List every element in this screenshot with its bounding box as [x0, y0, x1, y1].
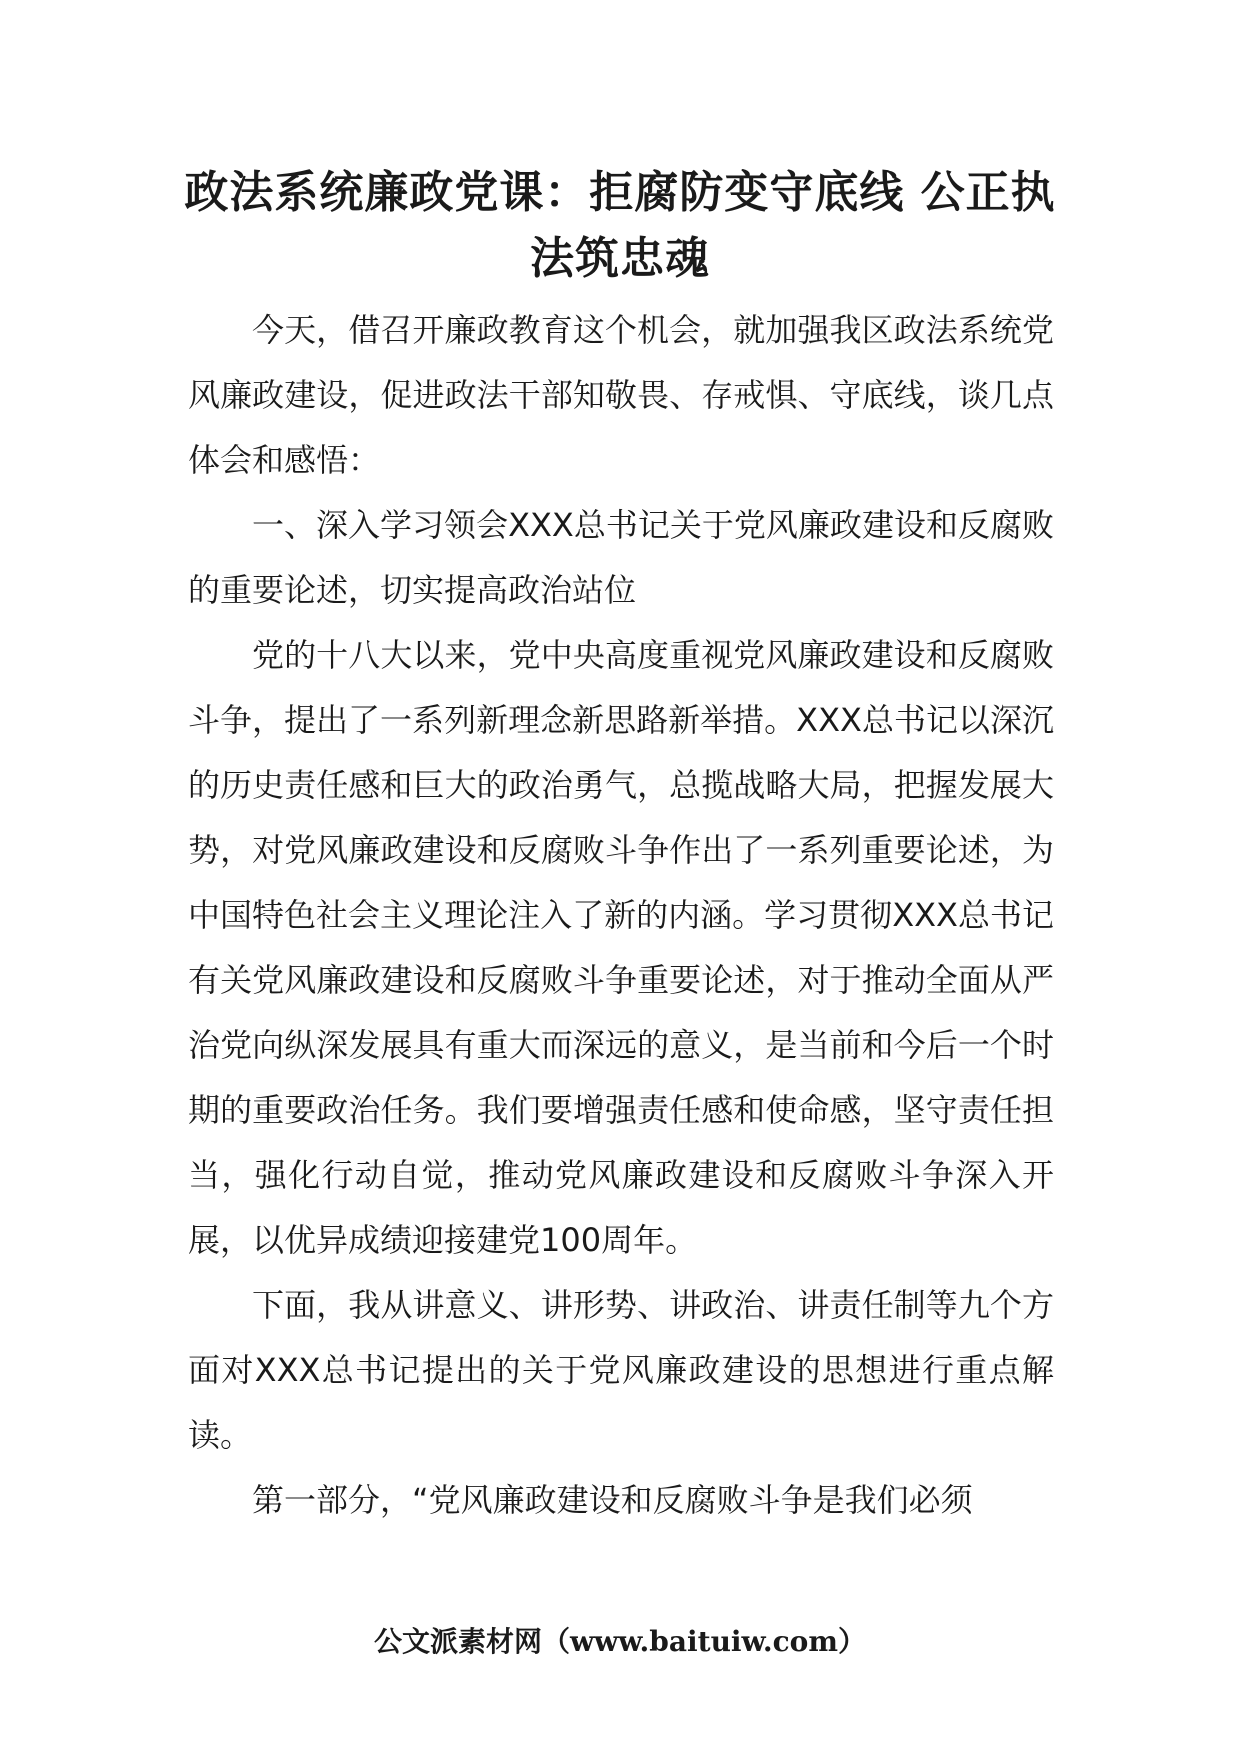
paragraph-intro: 今天，借召开廉政教育这个机会，就加强我区政法系统党风廉政建设，促进政法干部知敬畏、存戒惧、守底线，谈几点体会和感悟： — [188, 311, 1054, 479]
paragraph-3: 第一部分，“党风廉政建设和反腐败斗争是我们必须 — [252, 1481, 973, 1519]
paragraph-2: 下面，我从讲意义、讲形势、讲政治、讲责任制等九个方面对XXX总书记提出的关于党风廉政建设的思想进行重点解读。 — [188, 1286, 1054, 1454]
document-title: 政法系统廉政党课：拒腐防变守底线 公正执法筑忠魂 — [184, 167, 1056, 284]
section-heading-1: 一、深入学习领会XXX总书记关于党风廉政建设和反腐败的重要论述，切实提高政治站位 — [188, 506, 1054, 609]
page-footer-watermark: 公文派素材网（www.baituiw.com） — [374, 1625, 866, 1658]
document-body — [188, 298, 1054, 1533]
paragraph-1: 党的十八大以来，党中央高度重视党风廉政建设和反腐败斗争，提出了一系列新理念新思路新举措。XXX总书记以深沉的历史责任感和巨大的政治勇气，总揽战略大局，把握发展大势，对党风廉政建设和反腐败斗争作出了一系列重要论述，为中国特色社会主义理论注入了新的内涵。学习贯彻XXX总书记有关党风廉政建设和反腐败斗争重要论述，对于推动全面从严治党向纵深发展具有重大而深远的意义，是当前和今后一个时期的重要政治任务。我们要增强责任感和使命感，坚守责任担当，强化行动自觉，推动党风廉政建设和反腐败斗争深入开展，以优异成绩迎接建党100周年。 — [188, 636, 1054, 1259]
